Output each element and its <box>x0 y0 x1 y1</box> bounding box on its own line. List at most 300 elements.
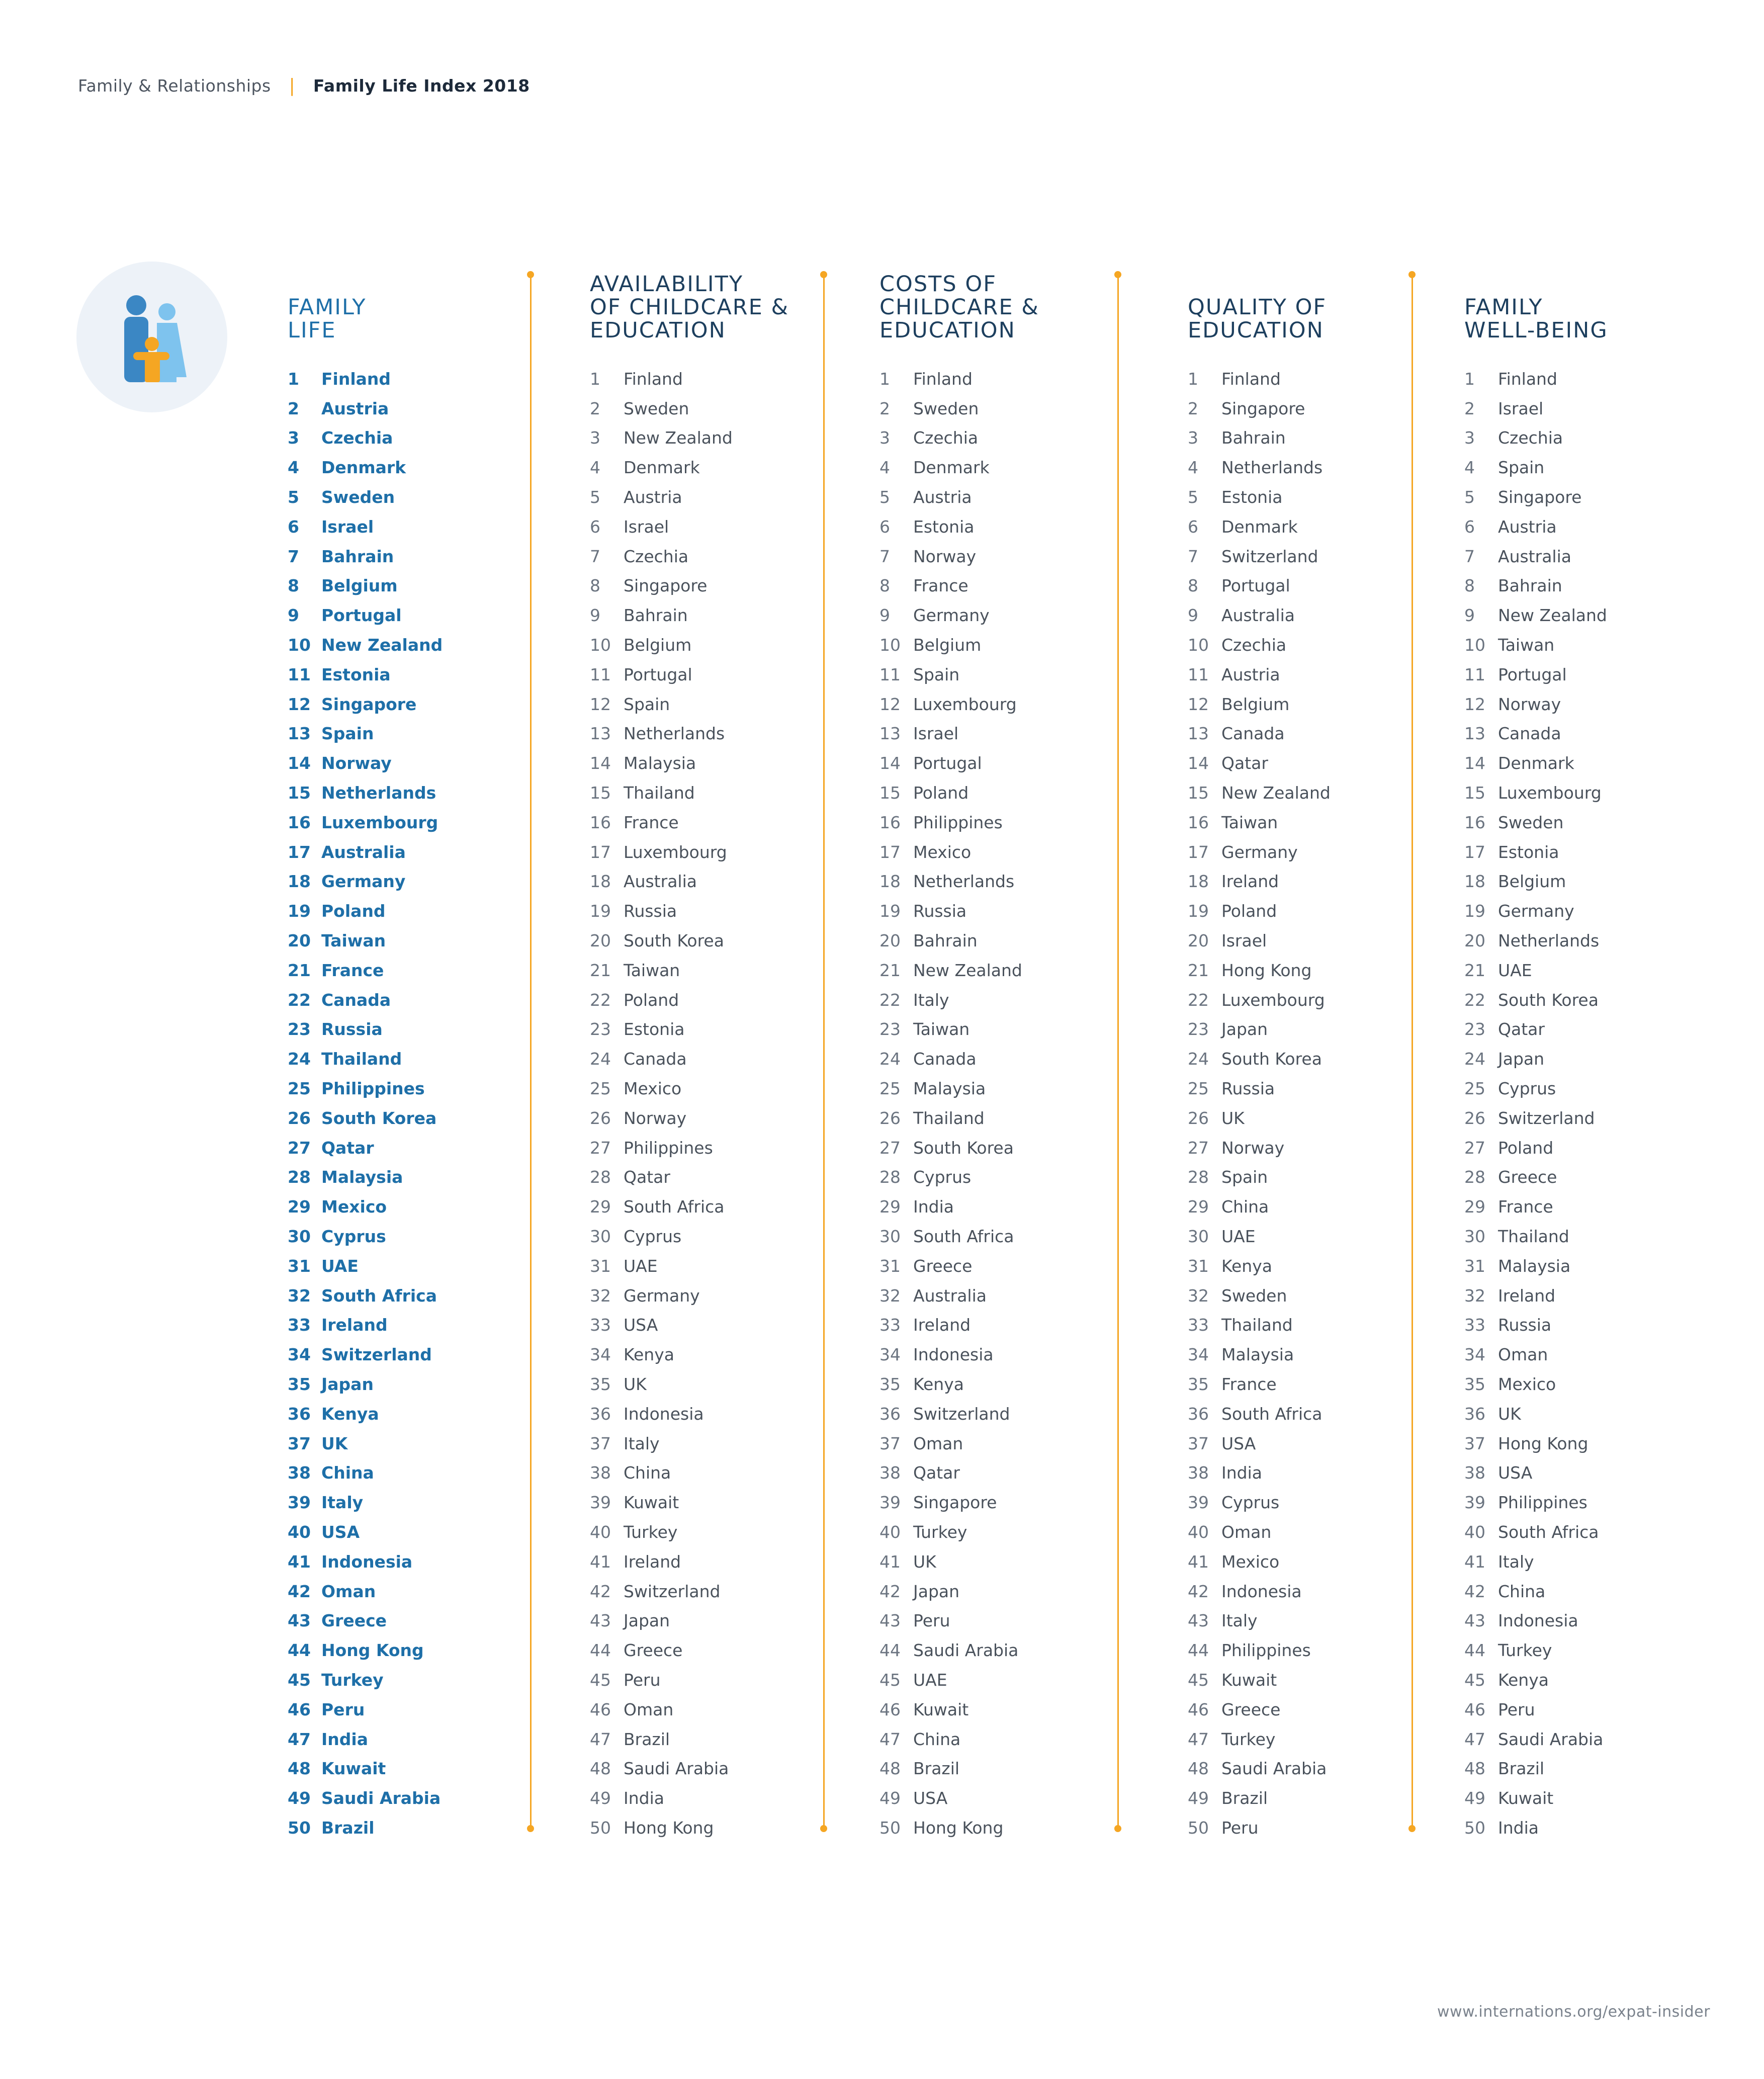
country-name: Turkey <box>624 1522 678 1542</box>
rank-number: 11 <box>590 664 611 684</box>
ranking-column-1 <box>288 272 443 1843</box>
rank-number: 26 <box>1464 1108 1485 1128</box>
rank-number: 10 <box>590 635 611 655</box>
column-title <box>879 272 1039 342</box>
rank-number: 32 <box>1188 1285 1209 1306</box>
rank-number: 1 <box>879 369 890 389</box>
rank-number: 44 <box>879 1640 901 1661</box>
ranking-row <box>288 1635 443 1665</box>
ranking-row <box>288 1133 443 1163</box>
country-name: New Zealand <box>1498 605 1607 626</box>
ranking-row <box>590 482 789 512</box>
country-name: Indonesia <box>624 1404 704 1424</box>
rank-number: 43 <box>1188 1611 1209 1631</box>
ranking-row <box>1188 1488 1331 1517</box>
country-name: Russia <box>1498 1315 1552 1335</box>
country-name: Kuwait <box>321 1759 386 1779</box>
ranking-row <box>590 956 789 985</box>
rank-number: 11 <box>1188 664 1209 684</box>
rank-number: 20 <box>879 931 901 951</box>
rank-number: 6 <box>1464 516 1475 537</box>
ranking-row <box>288 482 443 512</box>
ranking-row <box>288 1192 443 1222</box>
country-name: Kenya <box>1498 1670 1549 1690</box>
rank-number: 44 <box>288 1640 311 1661</box>
rank-number: 8 <box>879 576 890 596</box>
country-name: Indonesia <box>1498 1611 1578 1631</box>
rank-number: 33 <box>879 1315 901 1335</box>
ranking-row <box>879 1429 1039 1458</box>
ranking-row <box>879 985 1039 1015</box>
ranking-row <box>288 1517 443 1547</box>
country-name: Portugal <box>1221 576 1290 596</box>
rank-number: 3 <box>1188 428 1198 448</box>
ranking-row <box>590 1429 789 1458</box>
country-name: Kenya <box>624 1345 674 1365</box>
country-name: Canada <box>624 1049 687 1069</box>
country-name: Hong Kong <box>624 1817 714 1838</box>
rank-number: 50 <box>879 1817 901 1838</box>
ranking-row <box>1464 512 1608 542</box>
country-name: Ireland <box>624 1551 681 1572</box>
rank-number: 9 <box>288 605 299 626</box>
rank-number: 40 <box>288 1522 311 1542</box>
country-name: Mexico <box>624 1079 682 1099</box>
country-name: UAE <box>913 1670 947 1690</box>
rank-number: 30 <box>1188 1227 1209 1246</box>
ranking-row <box>288 778 443 808</box>
rank-number: 34 <box>1464 1345 1485 1365</box>
country-name: Luxembourg <box>1221 990 1325 1010</box>
ranking-row <box>288 748 443 778</box>
ranking-row <box>590 1192 789 1222</box>
column-title-line: FAMILY <box>288 295 367 320</box>
rank-number: 32 <box>879 1285 901 1306</box>
country-name: Philippines <box>624 1138 713 1158</box>
country-name: Estonia <box>913 516 975 537</box>
rank-number: 29 <box>1464 1197 1485 1217</box>
rank-number: 40 <box>590 1522 611 1542</box>
rank-number: 6 <box>288 516 299 537</box>
column-title-line: CHILDCARE & <box>879 295 1039 320</box>
country-name: UK <box>1498 1404 1521 1424</box>
rank-number: 7 <box>879 546 890 566</box>
rank-number: 21 <box>590 960 611 980</box>
rank-number: 34 <box>1188 1345 1209 1365</box>
country-name: Singapore <box>1221 398 1305 418</box>
country-name: Hong Kong <box>1498 1433 1589 1453</box>
ranking-row <box>1464 394 1608 423</box>
country-name: Belgium <box>624 635 692 655</box>
rank-number: 45 <box>1464 1670 1485 1690</box>
ranking-row <box>1188 1251 1331 1281</box>
ranking-row <box>590 1813 789 1843</box>
rank-number: 5 <box>879 487 890 507</box>
rank-number: 29 <box>1188 1197 1209 1217</box>
country-name: Turkey <box>1221 1729 1276 1749</box>
country-name: Mexico <box>1498 1374 1556 1394</box>
country-name: Israel <box>1498 398 1544 418</box>
rank-number: 18 <box>1464 872 1485 892</box>
country-name: Belgium <box>1221 694 1290 714</box>
ranking-row <box>590 1163 789 1192</box>
country-name: Russia <box>321 1019 383 1040</box>
country-name: UAE <box>321 1256 359 1276</box>
family-icon <box>76 262 227 412</box>
rank-number: 26 <box>879 1108 901 1128</box>
country-name: Austria <box>624 487 682 507</box>
ranking-row <box>590 1222 789 1251</box>
country-name: Israel <box>1221 931 1267 951</box>
ranking-row <box>879 1399 1039 1429</box>
rank-number: 28 <box>1464 1167 1485 1187</box>
country-name: New Zealand <box>321 635 443 655</box>
rank-number: 30 <box>1464 1227 1485 1246</box>
rank-number: 4 <box>879 458 890 478</box>
country-name: Peru <box>1498 1699 1535 1719</box>
ranking-row <box>288 1665 443 1695</box>
rank-number: 19 <box>590 901 611 921</box>
ranking-row <box>1188 1192 1331 1222</box>
divider-dot <box>1114 1825 1121 1832</box>
country-name: Kuwait <box>1498 1788 1554 1808</box>
country-name: Qatar <box>624 1167 670 1187</box>
ranking-row <box>288 837 443 867</box>
country-name: Netherlands <box>1221 458 1323 478</box>
country-name: Taiwan <box>1498 635 1555 655</box>
rank-number: 50 <box>590 1817 611 1838</box>
ranking-row <box>590 1488 789 1517</box>
rank-number: 35 <box>1464 1374 1485 1394</box>
rank-number: 42 <box>1188 1581 1209 1601</box>
rank-number: 46 <box>1464 1699 1485 1719</box>
rank-number: 42 <box>879 1581 901 1601</box>
country-name: USA <box>1498 1463 1533 1483</box>
rank-number: 22 <box>590 990 611 1010</box>
country-name: Philippines <box>1221 1640 1311 1661</box>
rank-number: 13 <box>1464 724 1485 744</box>
ranking-row <box>1464 1133 1608 1163</box>
country-name: Taiwan <box>1221 812 1278 832</box>
ranking-row <box>288 630 443 660</box>
ranking-row <box>590 1399 789 1429</box>
ranking-row <box>590 1074 789 1103</box>
ranking-row <box>1464 1813 1608 1843</box>
ranking-row <box>590 394 789 423</box>
rank-number: 38 <box>288 1463 311 1483</box>
rank-number: 2 <box>1188 398 1198 418</box>
rank-number: 44 <box>1188 1640 1209 1661</box>
rank-number: 31 <box>1464 1256 1485 1276</box>
ranking-row <box>1188 1133 1331 1163</box>
ranking-row <box>879 1340 1039 1369</box>
rank-number: 4 <box>590 458 600 478</box>
country-name: Switzerland <box>321 1345 432 1365</box>
country-name: Peru <box>321 1699 365 1719</box>
rank-number: 23 <box>590 1019 611 1040</box>
rank-number: 34 <box>590 1345 611 1365</box>
column-title <box>1188 272 1331 342</box>
rank-number: 23 <box>1464 1019 1485 1040</box>
country-name: Japan <box>1498 1049 1545 1069</box>
country-name: Mexico <box>913 842 972 862</box>
ranking-row <box>590 1517 789 1547</box>
rank-number: 34 <box>879 1345 901 1365</box>
rank-number: 48 <box>879 1759 901 1779</box>
divider-dot <box>1114 271 1121 278</box>
rank-number: 28 <box>1188 1167 1209 1187</box>
divider-dot <box>1408 271 1416 278</box>
ranking-row <box>879 689 1039 719</box>
rank-number: 31 <box>288 1256 311 1276</box>
ranking-row <box>1464 1458 1608 1488</box>
rank-number: 40 <box>879 1522 901 1542</box>
ranking-row <box>879 719 1039 749</box>
rank-number: 13 <box>879 724 901 744</box>
ranking-row <box>590 1340 789 1369</box>
ranking-row <box>1464 1665 1608 1695</box>
rank-number: 3 <box>879 428 890 448</box>
country-name: Austria <box>321 398 389 418</box>
rank-number: 39 <box>879 1493 901 1513</box>
column-title-line: EDUCATION <box>879 318 1016 343</box>
rank-number: 16 <box>1464 812 1485 832</box>
rank-number: 28 <box>879 1167 901 1187</box>
rank-number: 24 <box>879 1049 901 1069</box>
country-name: Norway <box>624 1108 687 1128</box>
country-name: Philippines <box>321 1079 425 1099</box>
country-name: Oman <box>1498 1345 1548 1365</box>
country-name: Thailand <box>624 783 695 803</box>
country-name: Sweden <box>913 398 979 418</box>
rank-number: 25 <box>288 1079 311 1099</box>
ranking-row <box>288 1222 443 1251</box>
ranking-row <box>590 1015 789 1045</box>
rank-number: 19 <box>1464 901 1485 921</box>
ranking-row <box>1188 512 1331 542</box>
country-name: Hong Kong <box>913 1817 1004 1838</box>
country-name: Bahrain <box>1498 576 1562 596</box>
country-name: UK <box>1221 1108 1245 1128</box>
country-name: Japan <box>321 1374 374 1394</box>
ranking-row <box>288 1281 443 1311</box>
country-name: South Korea <box>624 931 724 951</box>
rank-number: 31 <box>879 1256 901 1276</box>
country-name: Saudi Arabia <box>321 1788 441 1808</box>
rank-number: 44 <box>590 1640 611 1661</box>
country-name: South Africa <box>1498 1522 1599 1542</box>
country-name: Qatar <box>1498 1019 1545 1040</box>
country-name: Portugal <box>624 664 692 684</box>
column-title-line: FAMILY <box>1464 295 1543 320</box>
rank-number: 16 <box>879 812 901 832</box>
country-name: South Africa <box>1221 1404 1322 1424</box>
rank-number: 11 <box>1464 664 1485 684</box>
rank-number: 10 <box>1188 635 1209 655</box>
country-name: Greece <box>1221 1699 1281 1719</box>
ranking-row <box>1188 1724 1331 1754</box>
column-title-line: COSTS OF <box>879 272 997 297</box>
rank-number: 49 <box>590 1788 611 1808</box>
country-name: USA <box>913 1788 948 1808</box>
rank-number: 11 <box>879 664 901 684</box>
country-name: Greece <box>624 1640 683 1661</box>
rank-number: 28 <box>288 1167 311 1187</box>
country-name: Norway <box>321 753 392 773</box>
ranking-row <box>590 1103 789 1133</box>
rank-number: 18 <box>288 872 311 892</box>
breadcrumb-section[interactable]: Family & Relationships <box>78 76 271 96</box>
country-name: Thailand <box>321 1049 402 1069</box>
rank-number: 3 <box>288 428 299 448</box>
rank-number: 47 <box>1464 1729 1485 1749</box>
country-name: Australia <box>321 842 406 862</box>
ranking-row <box>879 1665 1039 1695</box>
country-name: Kuwait <box>913 1699 969 1719</box>
rank-number: 14 <box>590 753 611 773</box>
rank-number: 45 <box>879 1670 901 1690</box>
rank-number: 25 <box>590 1079 611 1099</box>
ranking-row <box>288 1251 443 1281</box>
ranking-row <box>288 1399 443 1429</box>
country-name: Malaysia <box>321 1167 403 1187</box>
rank-number: 36 <box>879 1404 901 1424</box>
ranking-row <box>590 1724 789 1754</box>
rank-number: 29 <box>288 1197 311 1217</box>
ranking-row <box>288 1724 443 1754</box>
rank-number: 21 <box>288 960 311 980</box>
rank-number: 2 <box>590 398 600 418</box>
rank-number: 38 <box>879 1463 901 1483</box>
rank-number: 15 <box>288 783 311 803</box>
country-name: Sweden <box>1221 1285 1287 1306</box>
ranking-row <box>1188 1015 1331 1045</box>
rank-number: 47 <box>590 1729 611 1749</box>
country-name: Switzerland <box>1498 1108 1595 1128</box>
ranking-row <box>1464 453 1608 482</box>
ranking-row <box>590 808 789 837</box>
rank-number: 11 <box>288 664 311 684</box>
ranking-row <box>288 1311 443 1340</box>
ranking-row <box>1464 896 1608 926</box>
ranking-list <box>1188 364 1331 1843</box>
rank-number: 3 <box>590 428 600 448</box>
country-name: Kenya <box>1221 1256 1272 1276</box>
country-name: Taiwan <box>624 960 680 980</box>
country-name: Austria <box>1221 664 1280 684</box>
country-name: Qatar <box>1221 753 1268 773</box>
column-title <box>1464 272 1608 342</box>
country-name: Czechia <box>1221 635 1287 655</box>
rank-number: 26 <box>1188 1108 1209 1128</box>
ranking-row <box>1188 1340 1331 1369</box>
rank-number: 22 <box>1464 990 1485 1010</box>
rank-number: 37 <box>879 1433 901 1453</box>
country-name: Philippines <box>1498 1493 1587 1513</box>
country-name: Peru <box>1221 1817 1259 1838</box>
ranking-list <box>1464 364 1608 1843</box>
rank-number: 17 <box>288 842 311 862</box>
rank-number: 37 <box>590 1433 611 1453</box>
rank-number: 46 <box>288 1699 311 1719</box>
rank-number: 48 <box>1464 1759 1485 1779</box>
country-name: Indonesia <box>913 1345 994 1365</box>
country-name: Indonesia <box>1221 1581 1302 1601</box>
ranking-row <box>879 896 1039 926</box>
rank-number: 14 <box>288 753 311 773</box>
ranking-row <box>590 867 789 897</box>
divider-dot <box>820 271 827 278</box>
rank-number: 43 <box>1464 1611 1485 1631</box>
ranking-row <box>590 1311 789 1340</box>
rank-number: 36 <box>288 1404 311 1424</box>
country-name: USA <box>1221 1433 1256 1453</box>
country-name: India <box>624 1788 664 1808</box>
ranking-column-5 <box>1464 272 1608 1843</box>
ranking-row <box>1464 1044 1608 1074</box>
divider-dot <box>527 1825 534 1832</box>
rank-number: 10 <box>1464 635 1485 655</box>
ranking-row <box>1464 1311 1608 1340</box>
ranking-row <box>590 1635 789 1665</box>
country-name: Malaysia <box>1498 1256 1571 1276</box>
rank-number: 13 <box>590 724 611 744</box>
country-name: Kenya <box>321 1404 379 1424</box>
ranking-row <box>288 1103 443 1133</box>
ranking-row <box>590 630 789 660</box>
ranking-row <box>879 630 1039 660</box>
rank-number: 25 <box>1188 1079 1209 1099</box>
rank-number: 1 <box>1188 369 1198 389</box>
rank-number: 24 <box>1464 1049 1485 1069</box>
ranking-row <box>1464 630 1608 660</box>
footer-url[interactable]: www.internations.org/expat-insider <box>1437 2003 1710 2021</box>
ranking-row <box>879 1577 1039 1606</box>
ranking-row <box>879 1103 1039 1133</box>
rank-number: 5 <box>1188 487 1198 507</box>
country-name: Netherlands <box>1498 931 1600 951</box>
column-divider <box>1117 274 1119 1828</box>
ranking-row <box>1464 482 1608 512</box>
ranking-row <box>1464 1163 1608 1192</box>
rank-number: 39 <box>288 1493 311 1513</box>
country-name: Denmark <box>913 458 990 478</box>
rank-number: 2 <box>1464 398 1475 418</box>
country-name: Norway <box>913 546 977 566</box>
country-name: Poland <box>913 783 969 803</box>
ranking-row <box>879 926 1039 956</box>
ranking-row <box>879 867 1039 897</box>
country-name: Austria <box>913 487 972 507</box>
ranking-row <box>1188 1547 1331 1577</box>
country-name: Oman <box>321 1581 376 1601</box>
country-name: UAE <box>1498 960 1532 980</box>
rank-number: 24 <box>288 1049 311 1069</box>
rank-number: 26 <box>288 1108 311 1128</box>
rank-number: 36 <box>590 1404 611 1424</box>
ranking-row <box>590 689 789 719</box>
country-name: Luxembourg <box>1498 783 1602 803</box>
country-name: Norway <box>1498 694 1561 714</box>
country-name: Greece <box>321 1611 387 1631</box>
rank-number: 16 <box>590 812 611 832</box>
country-name: Ireland <box>1221 872 1279 892</box>
rank-number: 14 <box>879 753 901 773</box>
rank-number: 6 <box>590 516 600 537</box>
country-name: Estonia <box>1221 487 1283 507</box>
rank-number: 17 <box>1188 842 1209 862</box>
rank-number: 48 <box>1188 1759 1209 1779</box>
